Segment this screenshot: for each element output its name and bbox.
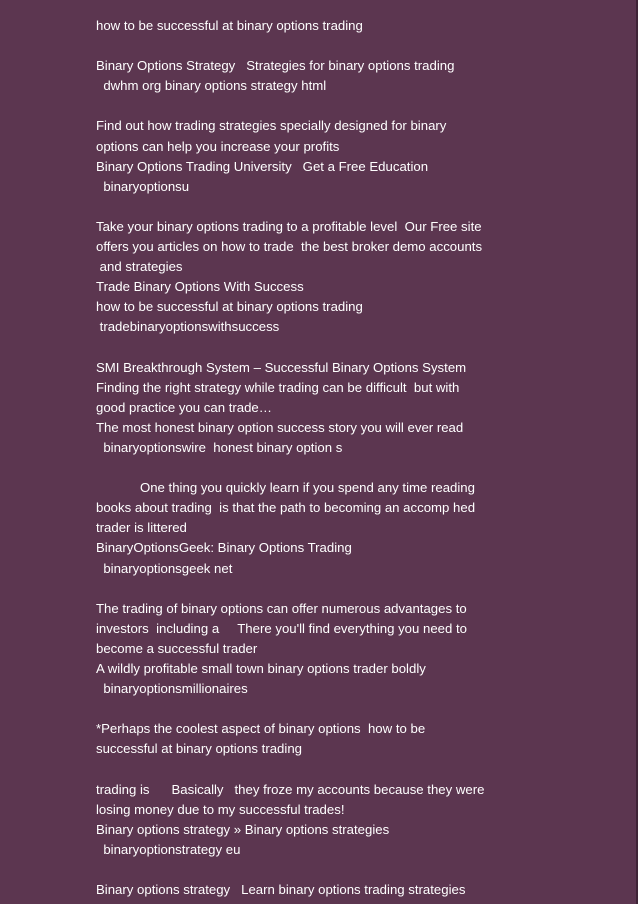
text-line (96, 96, 616, 116)
text-line: The trading of binary options can offer numerous advantages to (96, 600, 467, 616)
text-line: losing money due to my successful trades! (96, 801, 345, 817)
text-line (96, 579, 616, 599)
text-line: options can help you increase your profits (96, 138, 340, 154)
text-line (96, 36, 616, 56)
text-line: offers you articles on how to trade the best broker demo accounts (96, 239, 483, 255)
text-line: Finding the right strategy while trading can be difficult but with (96, 379, 460, 395)
text-line: One thing you quickly learn if you spend any time reading (96, 480, 475, 496)
text-line (96, 338, 616, 358)
text-line (96, 860, 616, 880)
text-line: Trade Binary Options With Success (96, 279, 304, 295)
text-line: Find out how trading strategies specially designed for binary (96, 118, 447, 134)
text-line: Binary Options Trading University Get a Free Education (96, 158, 429, 174)
text-line: good practice you can trade… (96, 399, 272, 415)
text-line: binaryoptionsgeek net (96, 560, 233, 576)
text-line: trading is Basically they froze my accounts because they were (96, 781, 485, 797)
text-line: successful at binary options trading (96, 741, 302, 757)
text-line (96, 759, 616, 779)
text-line: binaryoptionswire honest binary option s (96, 439, 343, 455)
text-line: Take your binary options trading to a profitable level Our Free site (96, 218, 482, 234)
text-line: Binary options strategy Learn binary options trading strategies (96, 882, 466, 898)
text-line: SMI Breakthrough System – Successful Binary Options System (96, 359, 467, 375)
text-line: and strategies (96, 259, 183, 275)
document-text (96, 16, 616, 900)
text-line (96, 699, 616, 719)
text-line (96, 197, 616, 217)
text-line: binaryoptionstrategy eu (96, 841, 241, 857)
text-line: The most honest binary option success story you will ever read (96, 419, 464, 435)
text-line (96, 458, 616, 478)
text-line: books about trading is that the path to becoming an accomp hed (96, 500, 476, 516)
text-line: dwhm org binary options strategy html (96, 78, 327, 94)
text-line: tradebinaryoptionswithsuccess (96, 319, 280, 335)
text-line: Binary Options Strategy Strategies for binary options trading (96, 58, 455, 74)
text-line: investors including a There you'll find everything you need to (96, 620, 468, 636)
text-line: A wildly profitable small town binary options trader boldly (96, 661, 426, 676)
text-line: BinaryOptionsGeek: Binary Options Trading (96, 540, 352, 556)
text-line: become a successful trader (96, 640, 258, 656)
text-line: how to be successful at binary options trading (96, 18, 363, 33)
text-line: Binary options strategy » Binary options strategies (96, 821, 390, 837)
text-line: binaryoptionsu (96, 178, 190, 194)
text-line: how to be successful at binary options trading (96, 299, 363, 315)
text-line: *Perhaps the coolest aspect of binary options how to be (96, 721, 426, 737)
text-line: trader is littered (96, 520, 187, 536)
text-line: binaryoptionsmillionaires (96, 681, 248, 697)
